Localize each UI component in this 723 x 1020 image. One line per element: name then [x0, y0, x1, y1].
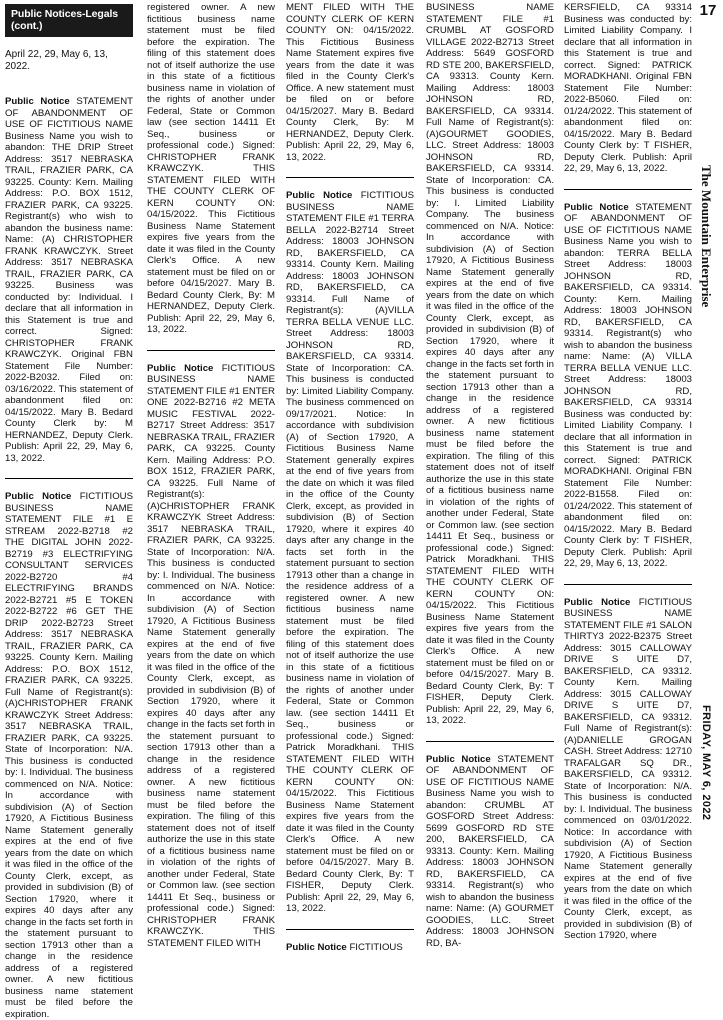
- divider: [5, 478, 133, 479]
- notice-body: STATEMENT OF ABANDONMENT OF USE OF FICTITIOUS NAME Business Name you wish to abandon: TERRA BELLA Street Address: 18003 JOHNSON RD, BAKERSFIELD, CA 93314. County: Kern. Mailing Address: 18003 JOHNSON RD, BAKERSFIELD, CA 93314. Registrant(s) who wish to abandon the business name: Name: (A) VILLA TERRA BELLA VENUE LLC. Street Address: 18003 JOHNSON RD, BAKERSFIELD, CA 93314 Business was conducted by: Limited Liability Company. I declare that all information in this Statement is true and correct. Signed: PATRICK MORADKHANI. Original FBN Statement File Number: 2022-B1558. Filed on: 01/24/2022. This statement of abandonment filed on: 04/15/2022. Mary B. Bedard County Clerk by: T FISHER, Deputy Clerk. Publish: April 22, 29, May 6, 13, 2022.: [564, 201, 692, 569]
- divider: [564, 584, 692, 585]
- notice-abandonment-crumbl: [426, 754, 554, 950]
- notice-body: STATEMENT OF ABANDONMENT OF USE OF FICTITIOUS NAME Business Name you wish to abandon: CRUMBL AT GOSFORD Street Address: 5699 GOSFORD RD STE 200, BAKERSFIELD, CA 93313. County: Kern. Mailing Address: 18003 JOHNSON RD, BAKERSFIELD, CA 93314. Registrant(s) who wish to abandon the business name: Name: (A) GOURMET GOODIES, LLC. Street Address: 18003 JOHNSON RD, BA-: [426, 753, 554, 949]
- divider: [286, 929, 414, 930]
- column-3: [286, 2, 414, 953]
- publish-dates: April 22, 29, May 6, 13, 2022.: [5, 49, 108, 72]
- notice-body: KERSFIELD, CA 93314 Business was conducted by: Limited Liability Company. I declare that all information in this Statement is true and correct. Signed: PATRICK MORADKHANI. Original FBN Statement File Number: 2022-B5060. Filed on: 01/24/2022. This statement of abandonment filed on: 04/15/2022. Mary B. Bedard County Clerk by: T FISHER, Deputy Clerk. Publish: April 22, 29, May 6, 13, 2022.: [564, 2, 692, 174]
- notice-lead: Public Notice: [564, 201, 629, 213]
- divider: [286, 177, 414, 178]
- notice-body: FICTITIOUS: [346, 941, 403, 953]
- notice-lead: Public Notice: [286, 190, 353, 201]
- notice-body: FICTITIOUS BUSINESS NAME STATEMENT FILE #1 TERRA BELLA 2022-B2714 Street Address: 18003 JOHNSON RD, BAKERSFIELD, CA 93314. County Kern. Mailing Address: 18003 JOHNSON RD, BAKERSFIELD, CA 93314. Full Name of Registrant(s): (A)VILLA TERRA BELLA VENUE LLC. Street Address: 18003 JOHNSON RD, BAKERSFIELD, CA 93314. State of Incorporation: CA. This business is conducted by: Limited Liability Company. The business commenced on 09/17/2021. Notice: In accordance with subdivision (A) of Section 17920, A Fictitious Business Name Statement generally expires at the end of five years from the date on which it was filed in the office of the County Clerk, except, as provided in subdivision (B) of Section 17920, where it expires 40 days after any change in the facts set forth in the statement pursuant to section 17913 other than a change in the residence address of a registered owner. A new fictitious business name statement must be filed before the expiration. The filing of this statement does not of itself authorize the use in this state of a fictitious business name in violation of the rights of another under Federal, State or Common law. (see section 14411 Et Seq., business or professional code.) Signed: Patrick Moradkhani. THIS STATEMENT FILED WITH THE COUNTY CLERK OF KERN COUNTY ON: 04/15/2022. This Fictitious Business Name Statement expires five years from the date it was filed in the County Clerk's Office. A new statement must be filed on or before 04/15/2027. Mary B. Bedard County Clerk, By: T FISHER, Deputy Clerk. Publish: April 22, 29, May 6, 13, 2022.: [286, 190, 414, 914]
- notice-fbn-start: [286, 942, 414, 954]
- notice-fbn-e-stream: [5, 491, 133, 1020]
- column-2: [147, 2, 275, 949]
- column-5: [564, 2, 692, 941]
- column-4: [426, 2, 554, 949]
- issue-date: FRIDAY, MAY 6, 2022: [700, 705, 712, 821]
- notice-fbn-crumbl: [426, 2, 554, 727]
- notice-lead: Public Notice: [286, 941, 347, 953]
- notice-continued: [564, 2, 692, 175]
- notice-continued: [147, 2, 275, 336]
- newspaper-name: The Mountain Enterprise: [699, 165, 714, 308]
- divider: [147, 350, 275, 351]
- notice-fbn-terra-bella: [286, 190, 414, 915]
- notice-abandonment-the-drip: [5, 96, 133, 464]
- divider: [426, 741, 554, 742]
- notice-body: BUSINESS NAME STATEMENT FILE #1 CRUMBL AT GOSFORD VILLAGE 2022-B2713 Street Address: 5649 GOSFORD RD STE 200, BAKERSFIELD, CA 93313. County Kern. Mailing Address: 18003 JOHNSON RD, BAKERSFIELD, CA 93314. Full Name of Registrant(s): (A)GOURMET GOODIES, LLC. Street Address: 18003 JOHNSON RD, BAKERSFIELD, CA 93314. State of Incorporation: CA. This business is conducted by: I. Limited Liability Company. The business commenced on N/A. Notice: In accordance with subdivision (A) of Section 17920, A Fictitious Business Name Statement generally expires at the end of five years from the date on which it was filed in the office of the County Clerk, except, as provided in subdivision (B) of Section 17920, where it expires 40 days after any change in the facts set forth in the statement pursuant to section 17913 other than a change in the residence address of a registered owner. A new fictitious business name statement must be filed before the expiration. The filing of this statement does not of itself authorize the use in this state of a fictitious business name in violation of the rights of another under Federal, State or Common law. (see section 14411 Et Seq., business or professional code.) Signed: Patrick Moradkhani. THIS STATEMENT FILED WITH THE COUNTY CLERK OF KERN COUNTY ON: 04/15/2022. This Fictitious Business Name Statement expires five years from the date it was filed in the County Clerk's Office. A new statement must be filed on or before 04/15/2027. Mary B. Bedard County Clerk, By: T FISHER, Deputy Clerk. Publish: April 22, 29, May 6, 13, 2022.: [426, 2, 554, 726]
- notice-lead: Public Notice: [564, 596, 631, 608]
- notice-body: FICTITIOUS BUSINESS NAME STATEMENT FILE #1 E STREAM 2022-B2718 #2 THE DIGITAL JOHN 2022-B2719 #3 ELECTRIFYING CONSULTANT SERVICES 2022-B2720 #4 ELECTRIFYING BRANDS 2022-B2721 #5 E TOKEN 2022-B2722 #6 GET THE DRIP 2022-B2723 Street Address: 3517 NEBRASKA TRAIL, FRAZIER PARK, CA 93225. County Kern. Mailing Address: P.O. BOX 1512, FRAZIER PARK, CA 93225. Full Name of Registrant(s): (A)CHRISTOPHER FRANK KRAWCZYK Street Address: 3517 NEBRASKA TRAIL, FRAZIER PARK, CA 93225. State of Incorporation: N/A. This business is conducted by: I. Individual. The business commenced on N/A. Notice: In accordance with subdivision (A) of Section 17920, A Fictitious Business Name Statement generally expires at the end of five years from the date on which it was filed in the office of the County Clerk, except, as provided in subdivision (B) of Section 17920, where it expires 40 days after any change in the facts set forth in the statement pursuant to section 17913 other than a change in the residence address of a registered owner. A new fictitious business name statement must be filed before the expiration.: [5, 491, 133, 1020]
- notice-continued: [286, 2, 414, 163]
- notice-fbn-salon-thirty3: [564, 597, 692, 942]
- page-number: 17: [699, 2, 717, 19]
- notice-abandonment-terra-bella: [564, 202, 692, 570]
- notice-lead: Public Notice: [426, 753, 491, 765]
- notice-body: FICTITIOUS BUSINESS NAME STATEMENT FILE #1 ENTER ONE 2022-B2716 #2 META MUSIC FESTIVAL 2022-B2717 Street Address: 3517 NEBRASKA TRAIL, FRAZIER PARK, CA 93225. County Kern. Mailing Address: P.O. BOX 1512, FRAZIER PARK, CA 93225. Full Name of Registrant(s): (A)CHRISTOPHER FRANK KRAWCZYK Street Address: 3517 NEBRASKA TRAIL, FRAZIER PARK, CA 93225. State of Incorporation: N/A. This business is conducted by: I. Individual. The business commenced on N/A. Notice: In accordance with subdivision (A) of Section 17920, A Fictitious Business Name Statement generally expires at the end of five years from the date on which it was filed in the office of the County Clerk, except, as provided in subdivision (B) of Section 17920, where it expires 40 days after any change in the facts set forth in the statement pursuant to section 17913 other than a change in the residence address of a registered owner. A new fictitious business name statement must be filed before the expiration. The filing of this statement does not of itself authorize the use in this state of a fictitious business name in violation of the rights of another under Federal, State or Common law. (see section 14411 Et Seq., business or professional code.) Signed: CHRISTOPHER FRANK KRAWCZYK. THIS STATEMENT FILED WITH: [147, 362, 275, 949]
- notice-fbn-enter-one: [147, 363, 275, 950]
- notice-lead: Public Notice: [5, 96, 70, 107]
- section-header: Public Notices-Legals (cont.): [5, 4, 133, 37]
- notice-body: FICTITIOUS BUSINESS NAME STATEMENT FILE #1 SALON THIRTY3 2022-B2375 Street Address: 3015 CALLOWAY DRIVE S UITE D7, BAKERSFIELD, CA 93312. County Kern. Mailing Address: 3015 CALLOWAY DRIVE S UITE D7, BAKERSFIELD, CA 93312. Full Name of Registrant(s): (A)DANIELLE GROGAN CASH. Street Address: 12710 TRAFALGAR SQ DR., BAKERSFIELD, CA 93312. State of Incorporation: N/A. This business is conducted by: I. Individual. The business commenced on 03/01/2022. Notice: In accordance with subdivision (A) of Section 17920, A Fictitious Business Name Statement generally expires at the end of five years from the date on which it was filed in the office of the County Clerk, except, as provided in subdivision (B) of Section 17920, where: [564, 596, 692, 941]
- notice-lead: Public Notice: [5, 491, 72, 502]
- notice-body: registered owner. A new fictitious business name statement must be filed before the expiration. The filing of this statement does not of itself authorize the use in this state of a fictitious business name in violation of the rights of another under Federal, State or Common law (see section 14411 Et Seq., business or professional code.) Signed: CHRISTOPHER FRANK KRAWCZYK. THIS STATEMENT FILED WITH THE COUNTY CLERK OF KERN COUNTY ON: 04/15/2022. This Fictitious Business Name Statement expires five years from the date it was filed in the County Clerk's Office. A new statement must be filed on or before 04/15/2027. Mary B. Bedard County Clerk, By: M HERNANDEZ, Deputy Clerk. Publish: April 22, 29, May 6, 13, 2022.: [147, 2, 275, 335]
- divider: [564, 189, 692, 190]
- notice-body: MENT FILED WITH THE COUNTY CLERK OF KERN COUNTY ON: 04/15/2022. This Fictitious Business Name Statement expires five years from the date it was filed in the County Clerk's Office. A new statement must be filed on or before 04/15/2027. Mary B. Bedard County Clerk, By: M HERNANDEZ, Deputy Clerk. Publish: April 22, 29, May 6, 13, 2022.: [286, 2, 414, 163]
- notice-lead: Public Notice: [147, 362, 214, 374]
- column-1: [5, 4, 133, 1020]
- notice-body: STATEMENT OF ABANDONMENT OF USE OF FICTITIOUS NAME Business Name you wish to abandon: THE DRIP Street Address: 3517 NEBRASKA TRAIL, FRAZIER PARK, CA 93225. County: Kern. Mailing Address: P.O. BOX 1512, FRAZIER PARK, CA 93225. Registrant(s) who wish to abandon the business name: Name: (A) CHRISTOPHER FRANK KRAWCZYK. Street Address: 3517 NEBRASKA TRAIL, FRAZIER PARK, CA 93225. Business was conducted by: Individual. I declare that all information in this Statement is true and correct. Signed: CHRISTOPHER FRANK KRAWCZYK. Original FBN Statement File Number: 2022-B2032. Filed on: 03/16/2022. This statement of abandonment filed on: 04/15/2022. Mary B. Bedard County Clerk by: M HERNANDEZ, Deputy Clerk. Publish: April 22, 29, May 6, 13, 2022.: [5, 96, 133, 464]
